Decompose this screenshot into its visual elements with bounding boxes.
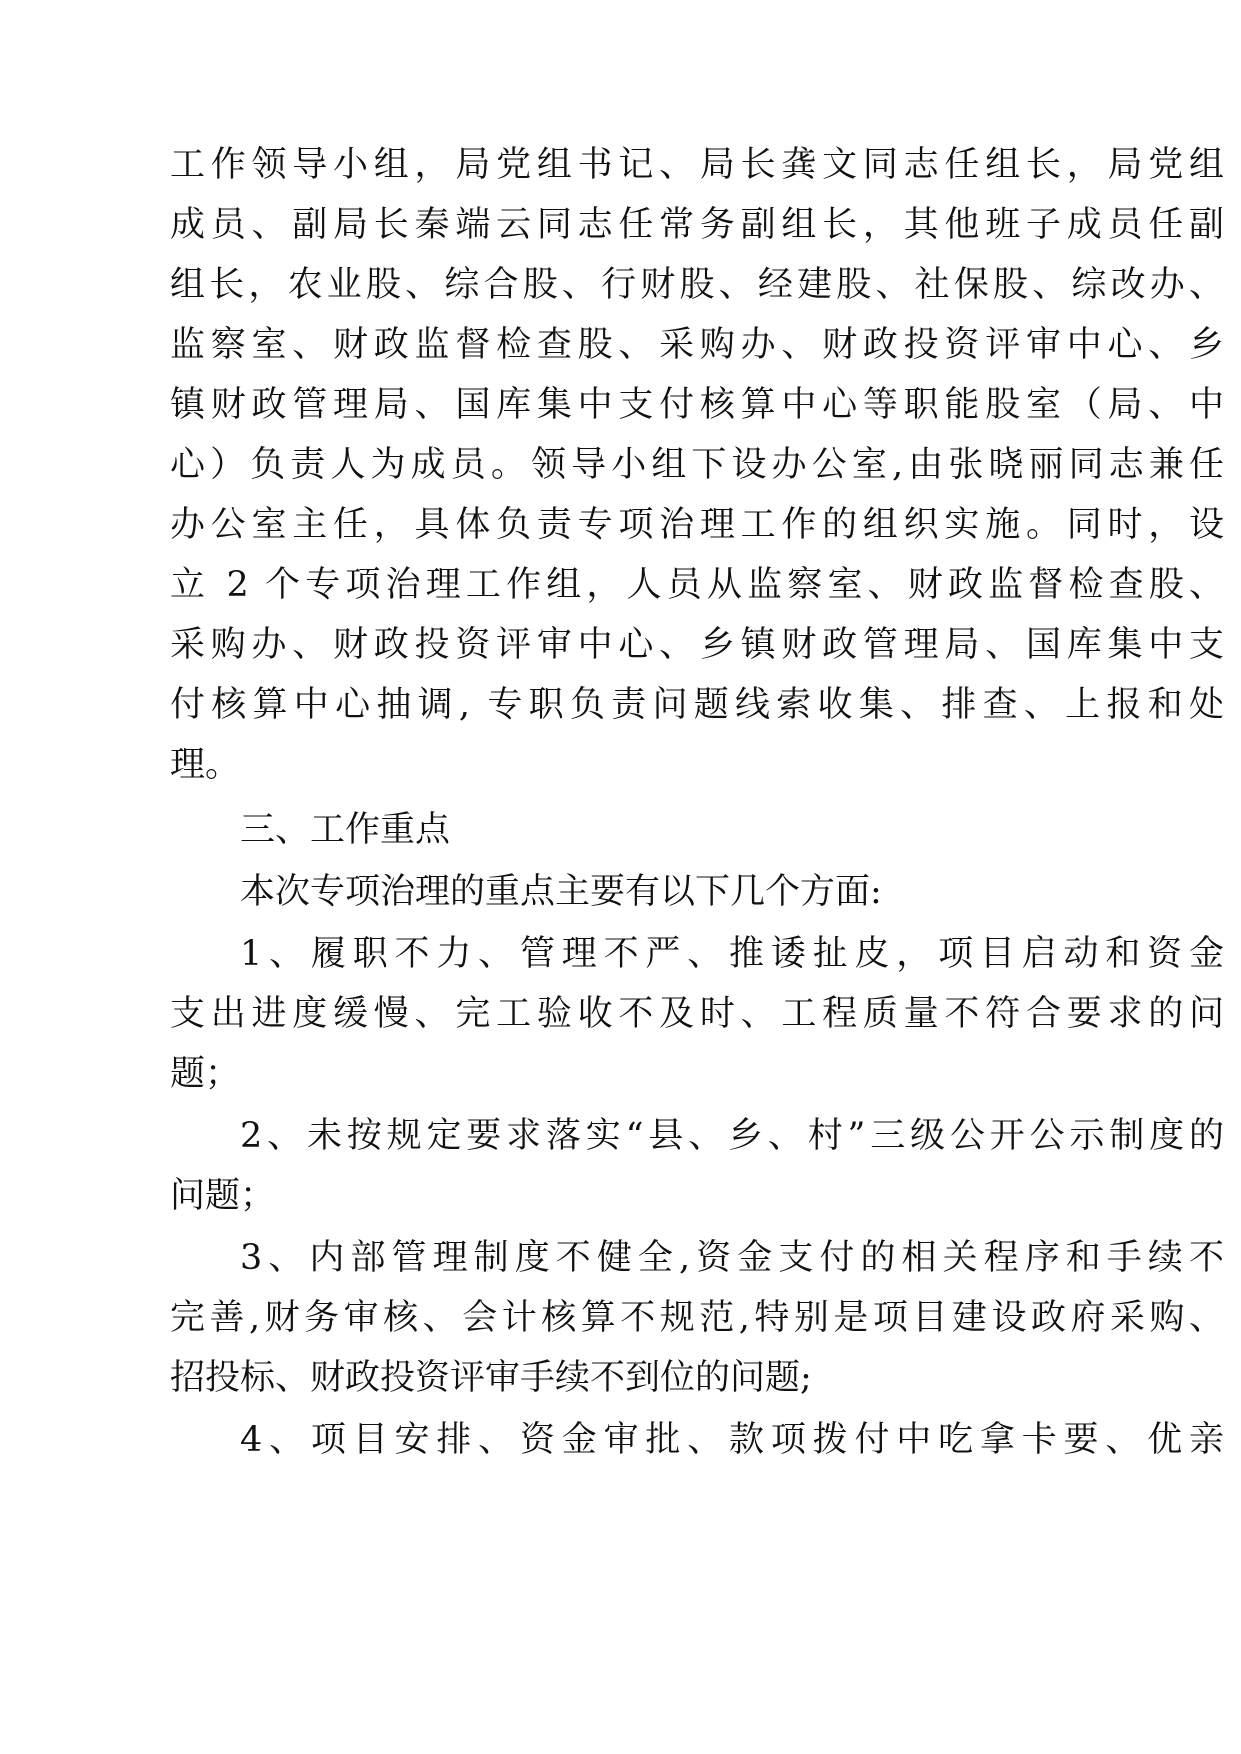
body-line-6: 心）负责人为成员。领导小组下设办公室,由张晓丽同志兼任: [170, 445, 1224, 485]
item-1-line-2: 支出进度缓慢、完工验收不及时、工程质量不符合要求的问: [170, 994, 1224, 1034]
body-line-2: 成员、副局长秦端云同志任常务副组长，其他班子成员任副: [170, 205, 1224, 245]
body-line-1: 工作领导小组，局党组书记、局长龚文同志任组长，局党组: [170, 145, 1224, 185]
intro-line: 本次专项治理的重点主要有以下几个方面:: [240, 872, 882, 912]
item-4-line-1: 4、项目安排、资金审批、款项拨付中吃拿卡要、优亲: [240, 1420, 1224, 1460]
body-line-7: 办公室主任，具体负责专项治理工作的组织实施。同时，设: [170, 505, 1224, 545]
item-3-line-3: 招投标、财政投资评审手续不到位的问题;: [170, 1358, 812, 1398]
body-line-9: 采购办、财政投资评审中心、乡镇财政管理局、国库集中支: [170, 625, 1224, 665]
item-1-line-3: 题；: [170, 1054, 241, 1094]
body-line-4: 监察室、财政监督检查股、采购办、财政投资评审中心、乡: [170, 325, 1224, 365]
section-heading: 三、工作重点: [240, 810, 451, 850]
body-line-5: 镇财政管理局、国库集中支付核算中心等职能股室（局、中: [170, 385, 1224, 425]
body-line-10: 付核算中心抽调, 专职负责问题线索收集、排查、上报和处: [170, 685, 1224, 725]
body-line-8: 立 2 个专项治理工作组，人员从监察室、财政监督检查股、: [170, 565, 1224, 605]
item-2-line-2: 问题；: [170, 1176, 276, 1216]
item-1-line-1: 1、履职不力、管理不严、推诿扯皮，项目启动和资金: [240, 934, 1224, 974]
item-3-line-1: 3、内部管理制度不健全,资金支付的相关程序和手续不: [240, 1238, 1224, 1278]
item-3-line-2: 完善,财务审核、会计核算不规范,特别是项目建设政府采购、: [170, 1298, 1224, 1338]
item-2-line-1: 2、未按规定要求落实“县、乡、村”三级公开公示制度的: [240, 1116, 1224, 1156]
body-line-11: 理。: [170, 745, 241, 785]
body-line-3: 组长，农业股、综合股、行财股、经建股、社保股、综改办、: [170, 265, 1224, 305]
